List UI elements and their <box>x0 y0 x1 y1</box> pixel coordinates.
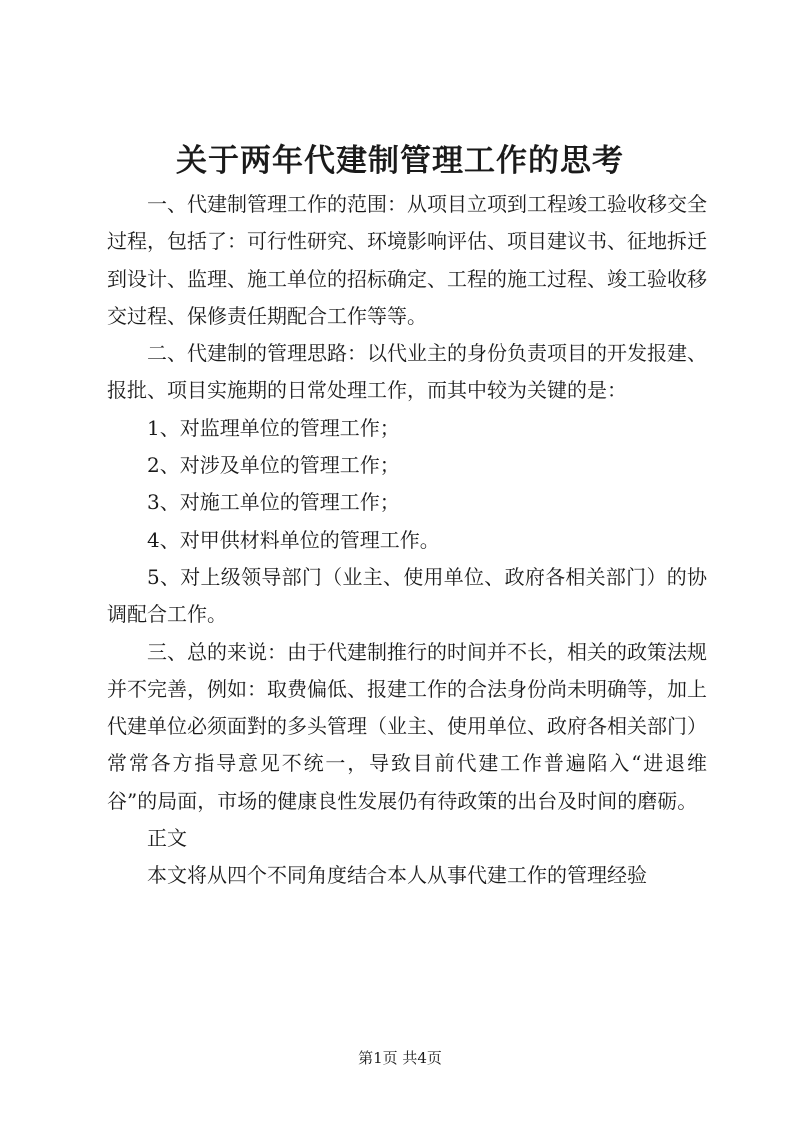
list-item-materials: 4、对甲供材料单位的管理工作。 <box>147 527 440 552</box>
paragraph-scope: 一、代建制管理工作的范围：从项目立项到工程竣工验收移交全过程，包括了：可行性研究、环境影响评估、项目建议书、征地拆迁到设计、监理、施工单位的招标确定、工程的施工过程、竣工验收移交过程、保修责任期配合工作等等。 <box>107 192 707 328</box>
list-item-construction: 3、对施工单位的管理工作； <box>147 490 400 515</box>
page-number-footer: 第1页 共4页 <box>358 1049 442 1067</box>
paragraph-intro: 本文将从四个不同角度结合本人从事代建工作的管理经验 <box>147 863 647 888</box>
document-body <box>107 186 707 895</box>
section-heading-main-text: 正文 <box>147 826 187 851</box>
paragraph-approach: 二、代建制的管理思路：以代业主的身份负责项目的开发报建、报批、项目实施期的日常处理工作，而其中较为关键的是： <box>107 341 707 403</box>
list-item-supervision: 1、对监理单位的管理工作； <box>147 415 400 440</box>
list-item-involved-units: 2、对涉及单位的管理工作； <box>147 453 400 478</box>
document-title: 关于两年代建制管理工作的思考 <box>176 143 624 179</box>
paragraph-summary: 三、总的来说：由于代建制推行的时间并不长，相关的政策法规并不完善，例如：取费偏低、报建工作的合法身份尚未明确等，加上代建单位必须面對的多头管理（业主、使用单位、政府各相关部门）常常各方指导意见不统一，导致目前代建工作普遍陷入“进退维谷”的局面，市场的健康良性发展仍有待政策的出台及时间的磨砺。 <box>107 639 707 813</box>
list-item-coordination: 5、对上级领导部门（业主、使用单位、政府各相关部门）的协调配合工作。 <box>107 564 707 627</box>
